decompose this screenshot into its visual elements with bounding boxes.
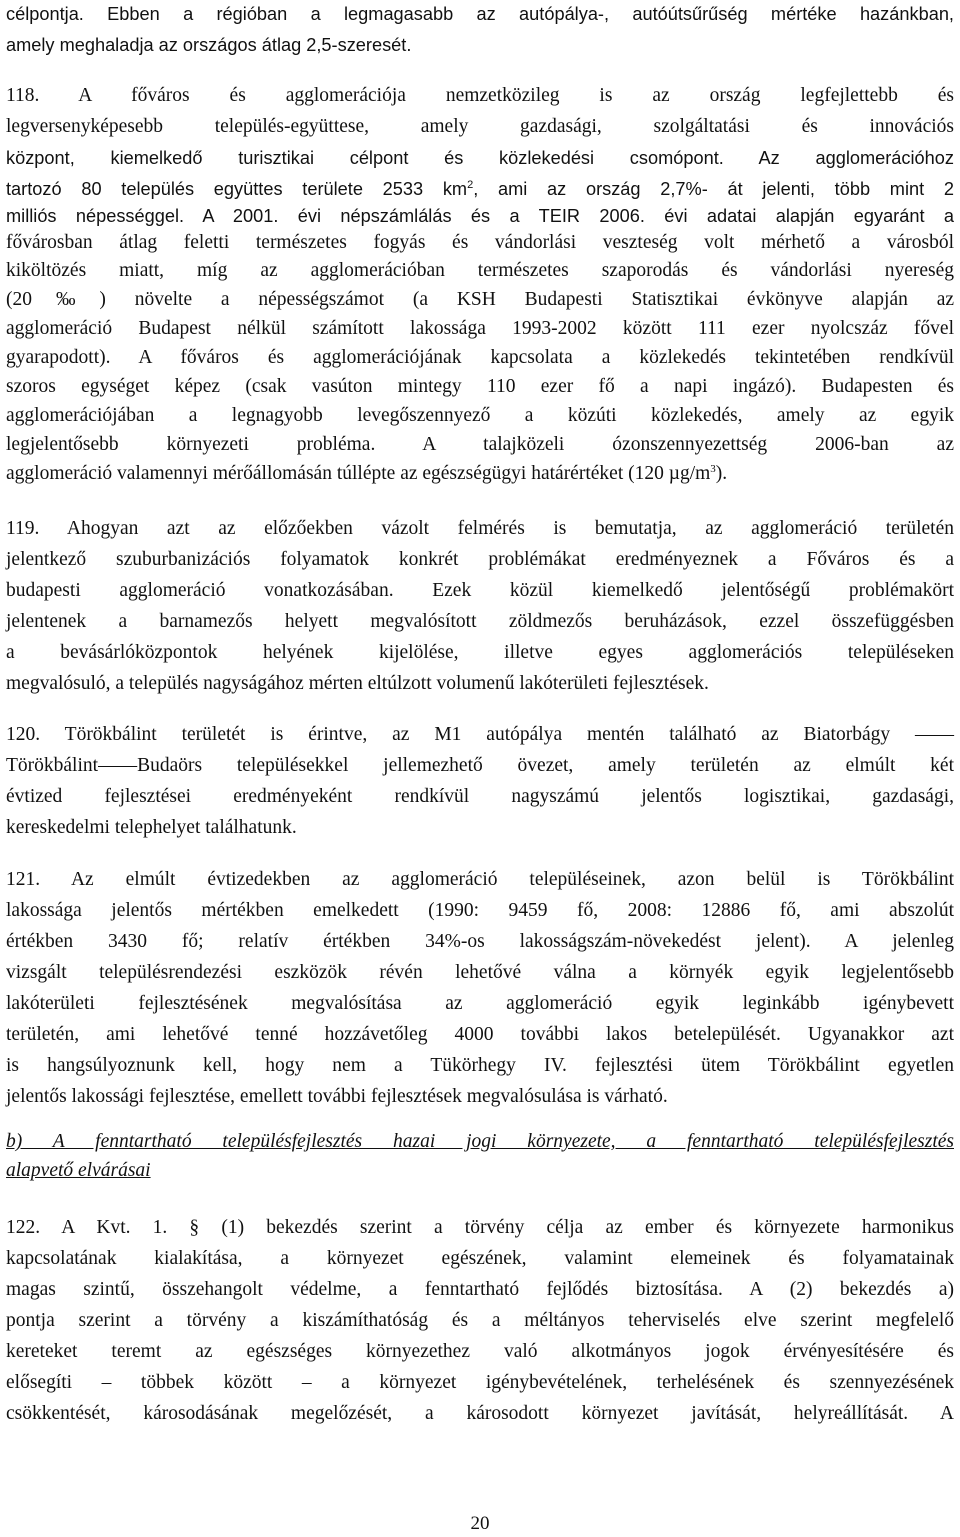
text-line: agglomerációjában a legnagyobb levegőszennyező a közúti közlekedés, amely az egyik — [6, 405, 954, 426]
text-line: szoros egységet képez (csak vasúton mintegy 110 ezer fő a napi ingázó). Budapesten és — [6, 376, 954, 397]
text-line: területén, ami lehetővé tenné hozzávetőleg 4000 további lakos betelepülését. Ugyanakkor azt — [6, 1024, 954, 1045]
text-line: magas szintű, összehangolt védelme, a fenntartható fejlődés biztosítása. A (2) bekezdés a) — [6, 1279, 954, 1300]
text-line: 118. A főváros és agglomerációja nemzetközileg is az ország legfejlettebb és — [6, 85, 954, 106]
text-line: fővárosban átlag feletti természetes fogyás és vándorlási veszteség volt mérhető a városból — [6, 232, 954, 253]
text-segment: tartozó 80 település együttes területe 2533 km — [6, 179, 468, 199]
text-segment: agglomeráció valamennyi mérőállomásán túllépte az egészségügyi határértéket (120 µg/m — [6, 463, 711, 484]
superscript: 2 — [467, 179, 474, 191]
text-line: legversenyképesebb település-együttese, amely gazdasági, szolgáltatási és innovációs — [6, 116, 954, 137]
text-line: jelentkező szuburbanizációs folyamatok konkrét problémákat eredményeznek a Főváros és a — [6, 549, 954, 570]
text-segment: , ami az ország 2,7%- át jelenti, több mint 2 — [473, 179, 954, 199]
heading-line: b) A fenntartható településfejlesztés hazai jogi környezete, a fenntartható településfejlesztés — [6, 1131, 954, 1152]
text-line: gyarapodott). A főváros és agglomerációjának kapcsolata a közlekedés tekintetében rendkívül — [6, 347, 954, 368]
text-line: központ, kiemelkedő turisztikai célpont és közlekedési csomópont. Az agglomerációhoz — [6, 148, 954, 168]
text-line: agglomeráció Budapest nélkül számított lakossága 1993-2002 között 111 ezer nyolcszáz fővel — [6, 318, 954, 339]
text-line: is hangsúlyoznunk kell, hogy nem a Tükörhegy IV. fejlesztési ütem Törökbálint egyetlen — [6, 1055, 954, 1076]
text-line: amely meghaladja az országos átlag 2,5-szeresét. — [6, 35, 412, 55]
text-line: jelentenek a barnamezős helyett megvalósított zöldmezős beruházások, ezzel összefüggésben — [6, 611, 954, 632]
text-line: a bevásárlóközpontok helyének kijelölése, illetve egyes agglomerációs településeken — [6, 642, 954, 663]
text-line: kereteket teremt az egészséges környezethez való alkotmányos jogok érvényesítésére és — [6, 1341, 954, 1362]
text-line: kiköltözés miatt, míg az agglomerációban természetes szaporodás és vándorlási nyereség — [6, 260, 954, 281]
text-line: 119. Ahogyan azt az előzőekben vázolt felmérés is bemutatja, az agglomeráció területén — [6, 518, 954, 539]
text-line: évtized fejlesztései eredményeként rendkívül nagyszámú jelentős logisztikai, gazdasági, — [6, 786, 954, 807]
text-line-with-superscript — [6, 458, 954, 490]
heading-line: alapvető elvárásai — [6, 1160, 151, 1181]
text-line: csökkentését, károsodásának megelőzését, a károsodott környezet javítását, helyreállítását. A — [6, 1403, 954, 1424]
text-line: értékben 3430 fő; relatív értékben 34%-os lakosságszám-növekedést jelent). A jelenleg — [6, 931, 954, 952]
text-line: vizsgált településrendezési eszközök révén lehetővé válna a környék egyik legjelentősebb — [6, 962, 954, 983]
text-line: elősegíti – többek között – a környezet igénybevételének, terhelésének és szennyezésének — [6, 1372, 954, 1393]
text-line: Törökbálint——Budaörs településekkel jellemezhető övezet, amely területén az elmúlt két — [6, 755, 954, 776]
text-line: lakossága jelentős mértékben emelkedett (1990: 9459 fő, 2008: 12886 fő, ami abszolút — [6, 900, 954, 921]
text-segment: ). — [715, 463, 728, 484]
text-line: lakóterületi fejlesztésének megvalósítása az agglomeráció egyik leginkább igénybevett — [6, 993, 954, 1014]
text-line: jelentős lakossági fejlesztése, emellett további fejlesztések megvalósulása is várható. — [6, 1086, 668, 1107]
text-line: budapesti agglomeráció vonatkozásában. Ezek közül kiemelkedő jelentőségű problémakört — [6, 580, 954, 601]
page-number: 20 — [470, 1513, 490, 1534]
text-line: pontja szerint a törvény a kiszámíthatóság és a méltányos teherviselés elve szerint megfelelő — [6, 1310, 954, 1331]
text-line: kapcsolatának kialakítása, a környezet egészének, valamint elemeinek és folyamatainak — [6, 1248, 954, 1269]
text-line: (20‰) növelte a népességszámot (a KSH Budapesti Statisztikai évkönyve alapján az — [6, 289, 954, 310]
text-line: 122. A Kvt. 1. § (1) bekezdés szerint a törvény célja az ember és környezete harmonikus — [6, 1217, 954, 1238]
text-line: megvalósuló, a település nagyságához mérten eltúlzott volumenű lakóterületi fejlesztések. — [6, 673, 709, 694]
text-line: célpontja. Ebben a régióban a legmagasabb az autópálya-, autóútsűrűség mértéke hazánkban, — [6, 4, 954, 24]
superscript: 3 — [710, 463, 716, 475]
text-line: 120. Törökbálint területét is érintve, az M1 autópálya mentén található az Biatorbágy —— — [6, 724, 954, 745]
text-line: kereskedelmi telephelyet találhatunk. — [6, 817, 297, 838]
text-line: legjelentősebb környezeti probléma. A talajközeli ózonszennyezettség 2006-ban az — [6, 434, 954, 455]
text-line: 121. Az elmúlt évtizedekben az agglomeráció településeinek, azon belül is Törökbálint — [6, 869, 954, 890]
text-line: milliós népességgel. A 2001. évi népszámlálás és a TEIR 2006. évi adatai alapján egyaránt a — [6, 206, 954, 226]
